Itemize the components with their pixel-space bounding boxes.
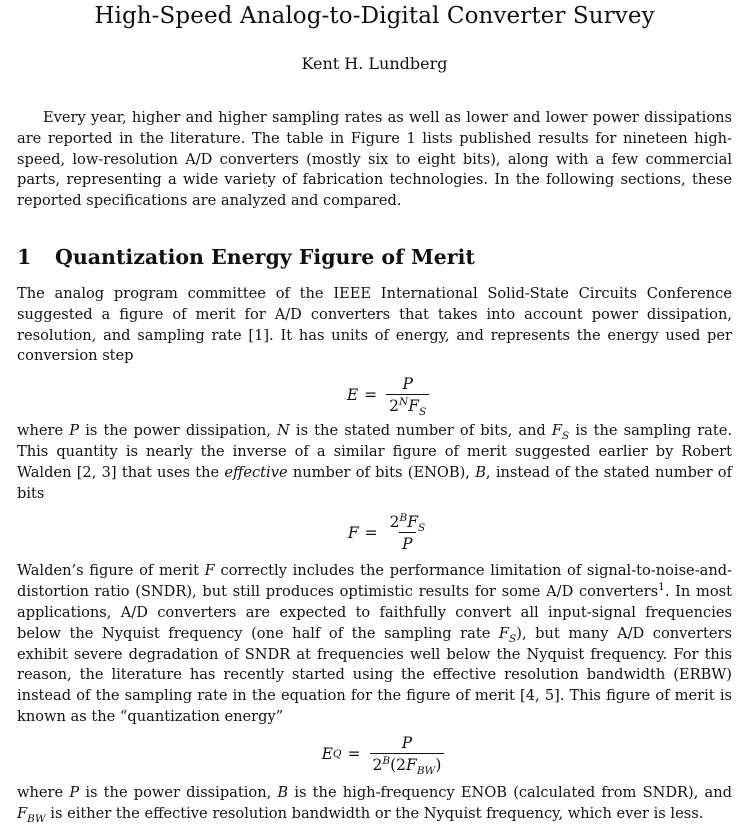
eq3-den-close: ) xyxy=(435,755,442,774)
footnote-marker: 1 xyxy=(658,581,665,594)
eq1-numerator: P xyxy=(402,375,413,394)
eq2-num-var: F xyxy=(407,513,418,532)
eq3-lhs-subscript: Q xyxy=(332,747,342,760)
eq3-lhs: E xyxy=(321,744,333,763)
eq1-den-exponent: N xyxy=(399,396,409,409)
eq1-equals: = xyxy=(364,386,378,405)
eq3-equals: = xyxy=(347,744,361,763)
eq1-den-var: F xyxy=(408,397,419,416)
eq1-fraction xyxy=(386,375,429,419)
eq1-den-subscript: S xyxy=(418,406,427,419)
body-paragraph-4: where P is the power dissipation, B is the high-frequency ENOB (calculated from SNDR), and $F_{BW}$ is either the effective resolution bandwidth or the Nyquist frequency, which ever is less. xyxy=(17,783,732,824)
eq2-equals: = xyxy=(364,524,378,543)
body-paragraph-1: The analog program committee of the IEEE International Solid-State Circuits Conference suggested a figure of merit for A/D converters that takes into account power dissipation, resolution, and sampling rate [1]. It has units of energy, and represents the energy used per conversion step xyxy=(17,284,732,365)
eq1-lhs: E xyxy=(346,386,359,405)
eq3-den-exponent: B xyxy=(382,754,391,767)
eq3-den-var: F xyxy=(406,755,417,774)
equation-walden xyxy=(47,510,732,556)
eq2-fraction xyxy=(387,513,429,553)
eq3-fraction xyxy=(370,733,445,777)
emphasis-effective: effective xyxy=(224,463,288,481)
eq3-den-subscript: BW xyxy=(416,764,436,777)
equation-energy xyxy=(47,372,732,418)
eq2-denominator: P xyxy=(402,535,413,554)
eq2-num-base: 2 xyxy=(389,513,400,532)
abstract-paragraph: Every year, higher and higher sampling rates as well as lower and lower power dissipations are reported in the literature. The table in Figure 1 lists published results for nineteen high-speed, low-resolution A/D converters (mostly six to eight bits), along with a few commercial parts, representing a wide variety of fabrication technologies. In the following sections, these reported specifications are analyzed and compared. xyxy=(17,109,732,210)
section-number: 1 xyxy=(17,244,32,269)
section-heading xyxy=(17,244,732,270)
eq3-numerator: P xyxy=(401,733,413,752)
paper-author: Kent H. Lundberg xyxy=(301,54,448,73)
section-title: Quantization Energy Figure of Merit xyxy=(55,244,475,269)
paper-title: High-Speed Analog-to-Digital Converter Survey xyxy=(94,3,655,29)
eq3-den-open: (2 xyxy=(390,755,407,774)
eq2-lhs: F xyxy=(347,524,359,543)
eq1-den-base: 2 xyxy=(389,397,400,416)
eq2-num-exponent: B xyxy=(399,512,408,525)
equation-quantization-energy xyxy=(37,731,732,777)
body-paragraph-2: where P is the power dissipation, N is the stated number of bits, and $F_S$ is the sampling rate. This quantity is nearly the inverse of a similar figure of merit suggested earlier by Robert Walden [2, 3] that uses the effective number of bits (ENOB), B, instead of the stated number of bits xyxy=(17,422,733,502)
eq3-den-base: 2 xyxy=(372,755,383,774)
body-paragraph-3: Walden’s figure of merit F correctly includes the performance limitation of signal-to-noise-and-distortion ratio (SNDR), but still produces optimistic results for some A/D converters$^1$. In most applications, A/D converters are expected to faithfully convert all input-signal frequencies below the Nyquist frequency (one half of the sampling rate $F_S$), but many A/D converters exhibit severe degradation of SNDR at frequencies well below the Nyquist frequency. For this reason, the literature has recently started using the effective resolution bandwidth (ERBW) instead of the sampling rate in the equation for the figure of merit [4, 5]. This figure of merit is known as the “quantization energy” xyxy=(17,562,733,725)
paper-page xyxy=(17,0,732,824)
eq2-num-subscript: S xyxy=(417,522,426,535)
